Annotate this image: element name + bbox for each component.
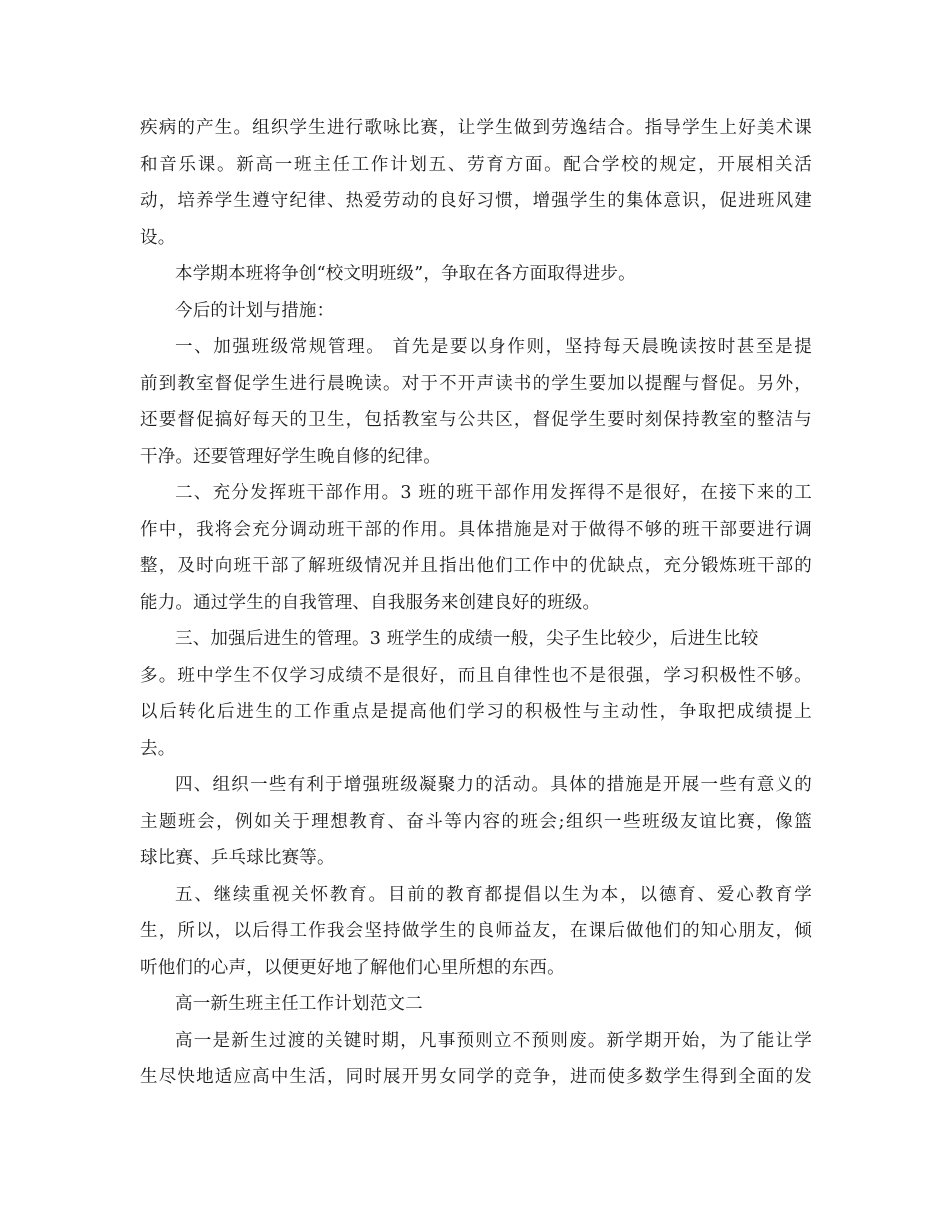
text-line: 本学期本班将争创“校文明班级”，争取在各方面取得进步。: [175, 264, 636, 284]
text-line: 和音乐课。新高一班主任工作计划五、劳育方面。配合学校的规定，开展相关活: [140, 154, 812, 175]
text-line: 二、充分发挥班干部作用。3 班的班干部作用发挥得不是很好，在接下来的工: [175, 483, 812, 503]
text-line: 高一新生班主任工作计划范文二: [175, 994, 423, 1014]
text-line: 疾病的产生。组织学生进行歌咏比赛，让学生做到劳逸结合。指导学生上好美术课: [140, 118, 812, 138]
text-line: 球比赛、乒乓球比赛等。: [140, 848, 335, 868]
text-line: 三、加强后进生的管理。3 班学生的成绩一般，尖子生比较少，后进生比较: [175, 629, 759, 649]
text-line: 能力。通过学生的自我管理、自我服务来创建良好的班级。: [140, 592, 601, 613]
text-line: 四、组织一些有利于增强班级凝聚力的活动。具体的措施是开展一些有意义的: [175, 775, 812, 795]
text-line: 五、继续重视关怀教育。目前的教育都提倡以生为本，以德育、爱心教育学: [175, 884, 812, 905]
text-line: 以后转化后进生的工作重点是提高他们学习的积极性与主动性，争取把成绩提上: [140, 702, 812, 722]
text-line: 一、加强班级常规管理。 首先是要以身作则，坚持每天晨晚读按时甚至是提: [175, 337, 812, 357]
text-line: 生尽快地适应高中生活，同时展开男女同学的竞争，进而使多数学生得到全面的发: [140, 1067, 812, 1087]
text-line: 今后的计划与措施：: [175, 300, 335, 321]
text-line: 生，所以，以后得工作我会坚持做学生的良师益友，在课后做他们的知心朋友，倾: [140, 921, 812, 941]
text-line: 听他们的心声，以便更好地了解他们心里所想的东西。: [140, 957, 565, 978]
document-page: [140, 110, 812, 1096]
text-line: 整，及时向班干部了解班级情况并且指出他们工作中的优缺点，充分锻炼班干部的: [140, 556, 812, 576]
text-line: 干净。还要管理好学生晚自修的纪律。: [140, 446, 441, 467]
text-line: 前到教室督促学生进行晨晚读。对于不开声读书的学生要加以提醒与督促。另外，: [140, 373, 812, 394]
text-line: 高一是新生过渡的关键时期，凡事预则立不预则废。新学期开始，为了能让学: [175, 1030, 812, 1051]
text-line: 主题班会，例如关于理想教育、奋斗等内容的班会;组织一些班级友谊比赛，像篮: [140, 811, 812, 832]
document-body: [140, 110, 812, 1096]
text-line: 多。班中学生不仅学习成绩不是很好，而且自律性也不是很强，学习积极性不够。: [140, 665, 812, 686]
text-line: 还要督促搞好每天的卫生，包括教室与公共区，督促学生要时刻保持教室的整洁与: [140, 410, 812, 430]
text-line: 去。: [140, 738, 176, 759]
text-line: 设。: [140, 227, 176, 248]
text-line: 动，培养学生遵守纪律、热爱劳动的良好习惯，增强学生的集体意识，促进班风建: [140, 191, 812, 211]
text-line: 作中，我将会充分调动班干部的作用。具体措施是对于做得不够的班干部要进行调: [140, 519, 812, 540]
